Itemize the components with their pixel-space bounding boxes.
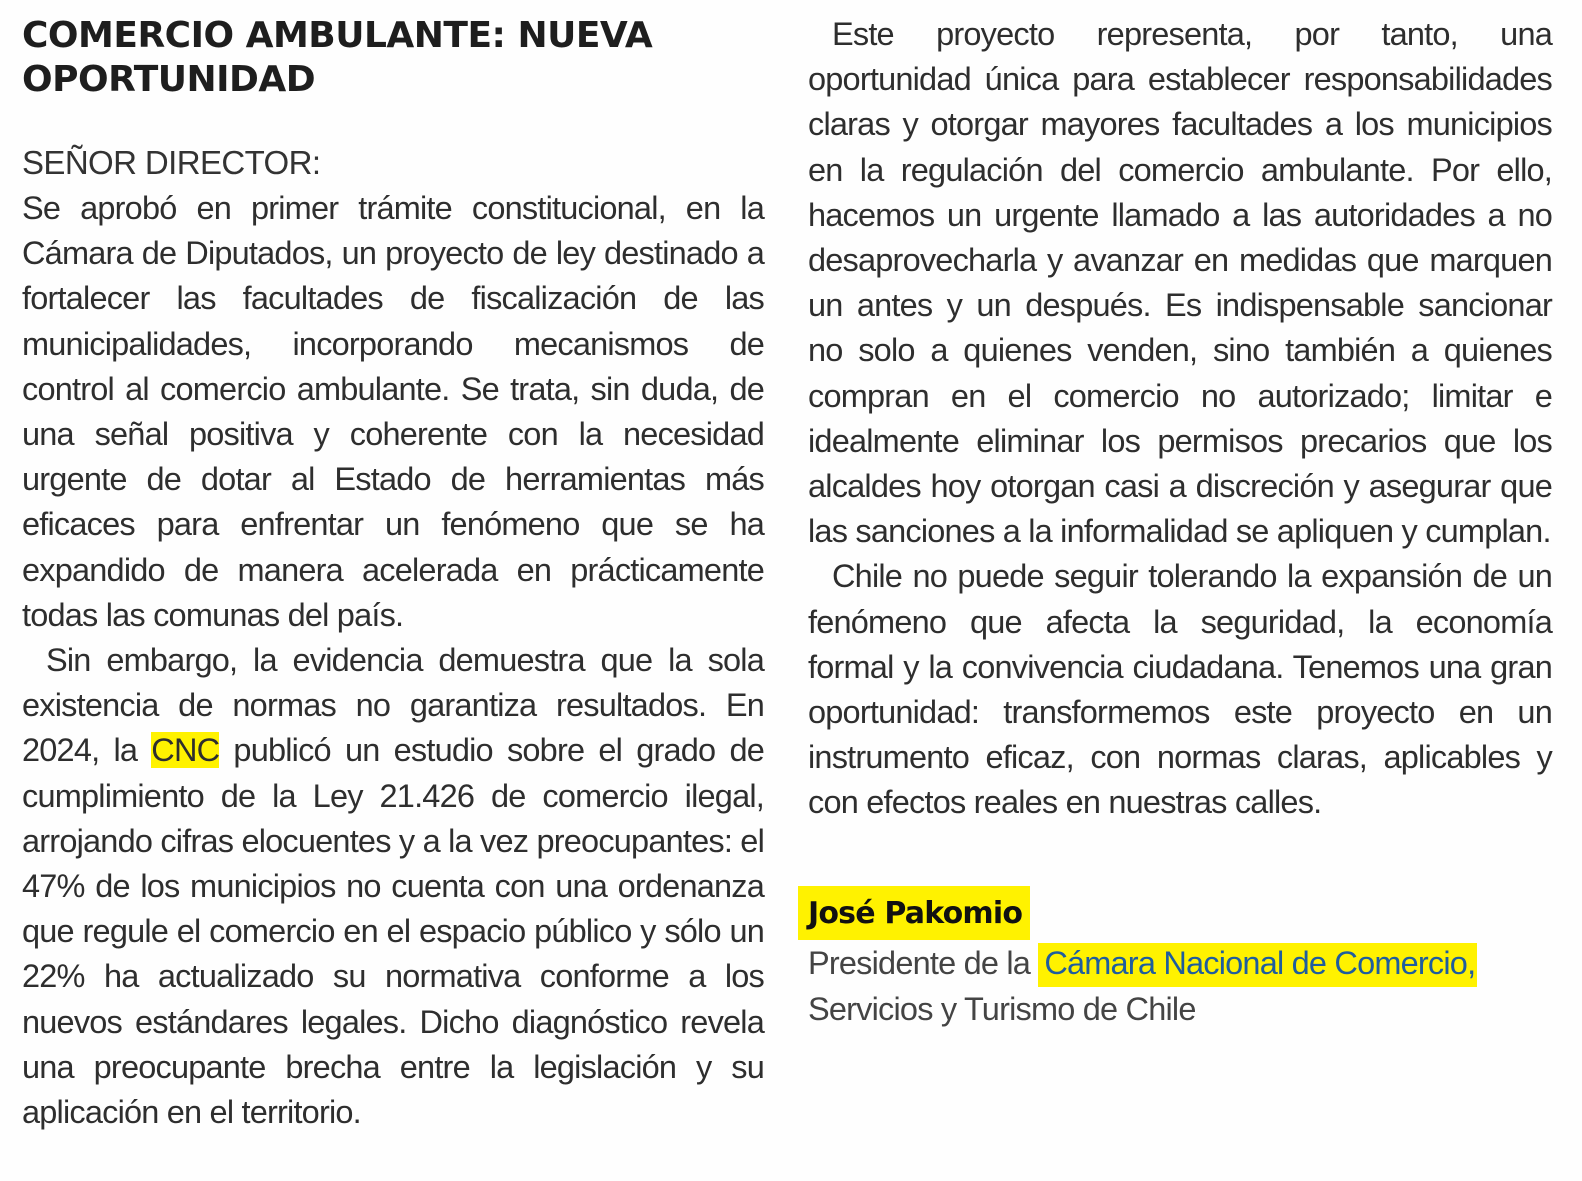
cnc-highlight: CNC <box>151 732 220 769</box>
paragraph-2-end: publicó un estudio sobre el grado de cumplimiento de la Ley 21.426 de comercio ilegal, arrojando cifras elocuentes y a la vez preocupantes: el 47% de los municipios no cuenta con una ordenanza que regule el comercio en el espacio público y sólo un 22% ha actualizado su normativa conforme a los nuevos estándares legales. Dicho diagnóstico revela una preocupante brecha entre la legislación y su aplicación en el territorio. <box>22 732 764 1131</box>
signature-block <box>798 886 1558 1032</box>
paragraph-3: Este proyecto representa, por tanto, una oportunidad única para establecer responsabilidades claras y otorgar mayores facultades a los municipios en la regulación del comercio ambulante. Por ello, hacemos un urgente llamado a las autoridades a no desaprovecharla y avanzar en medidas que marquen un antes y un después. Es indispensable sancionar no solo a quienes venden, sino también a quienes compran en el comercio no autorizado; limitar e idealmente eliminar los permisos precarios que los alcaldes hoy otorgan casi a discreción y asegurar que las sanciones a la informalidad se apliquen y cumplan. <box>808 16 1552 550</box>
right-column-body <box>808 12 1552 826</box>
signature-name: José Pakomio <box>798 886 1030 940</box>
article-headline: COMERCIO AMBULANTE: NUEVA OPORTUNIDAD <box>22 15 653 100</box>
paragraph-2-start: Sin embargo, la evidencia demuestra que la sola existencia de normas no garantiza resultados. En 2024, la <box>22 642 764 769</box>
signature-role <box>798 940 1558 1032</box>
signature-role-suffix: Servicios y Turismo de Chile <box>808 991 1196 1027</box>
salutation: SEÑOR DIRECTOR: <box>22 144 321 181</box>
left-column-body <box>22 186 764 1135</box>
paragraph-1: Se aprobó en primer trámite constitucional, en la Cámara de Diputados, un proyecto de ley destinado a fortalecer las facultades de fiscalización de las municipalidades, incorporando mecanismos de control al comercio ambulante. Se trata, sin duda, de una señal positiva y coherente con la necesidad urgente de dotar al Estado de herramientas más eficaces para enfrentar un fenómeno que se ha expandido de manera acelerada en prácticamente todas las comunas del país. <box>22 190 764 633</box>
signature-role-prefix: Presidente de la <box>808 945 1039 981</box>
paragraph-2 <box>22 638 764 1135</box>
signature-organization: Cámara Nacional de Comercio, <box>1038 943 1477 987</box>
paragraph-4: Chile no puede seguir tolerando la expansión de un fenómeno que afecta la seguridad, la economía formal y la convivencia ciudadana. Tenemos una gran oportunidad: transformemos este proyecto en un instrumento eficaz, con normas claras, aplicables y con efectos reales en nuestras calles. <box>808 558 1552 821</box>
